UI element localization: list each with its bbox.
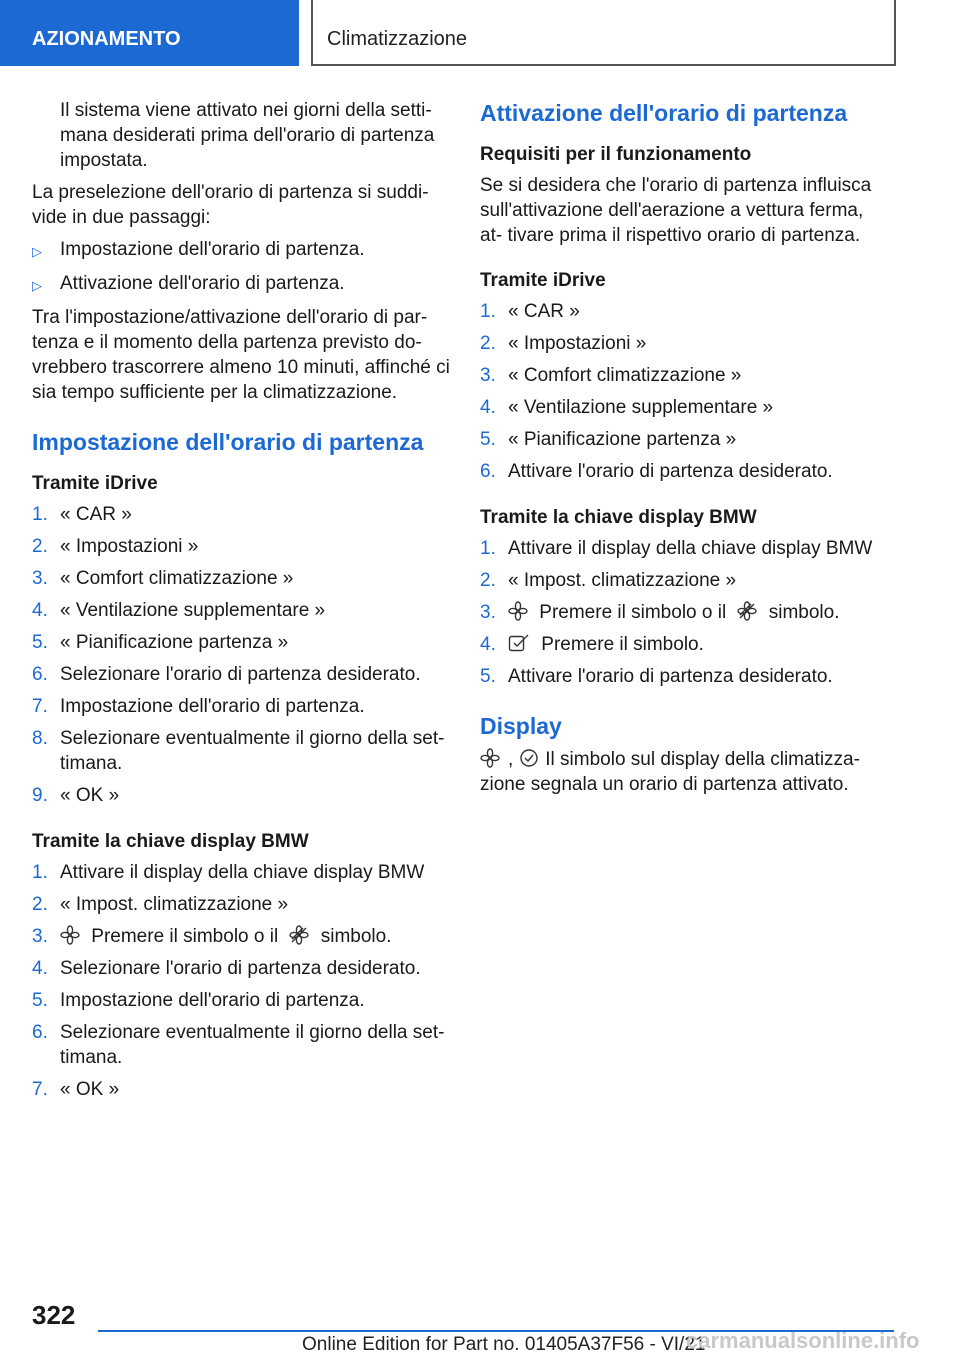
- section-heading: Attivazione dell'orario di partenza: [480, 100, 848, 126]
- step-text: « CAR »: [60, 504, 132, 525]
- list-item: [32, 694, 450, 719]
- step-text: Selezionare eventualmente il giorno della set- timana.: [60, 728, 445, 774]
- step-number: 1.: [480, 301, 496, 322]
- subheading-idrive: Tramite iDrive: [480, 270, 606, 291]
- list-item: [480, 331, 890, 356]
- page-number: 322: [32, 1300, 76, 1330]
- step-number: 1.: [32, 862, 48, 883]
- list-item: [480, 363, 890, 388]
- step-text: Impostazione dell'orario di partenza.: [60, 990, 365, 1011]
- list-item: [480, 427, 890, 452]
- subheading-key: Tramite la chiave display BMW: [480, 507, 757, 528]
- fan-icon: [60, 925, 80, 945]
- list-item: [32, 988, 450, 1013]
- step-bullets: [32, 237, 450, 298]
- step-number: 3.: [32, 568, 48, 589]
- step-text: Attivare il display della chiave display BMW: [60, 862, 425, 883]
- step-text-part: Premere il simbolo o il: [91, 926, 279, 947]
- list-item: [480, 632, 890, 657]
- right-column: [480, 98, 890, 804]
- step-text: « Comfort climatizzazione »: [60, 568, 294, 589]
- step-text: « OK »: [60, 785, 120, 806]
- list-item: [480, 299, 890, 324]
- step-number: 6.: [32, 664, 48, 685]
- display-heading: Display: [480, 713, 562, 739]
- step-number: 9.: [32, 785, 48, 806]
- list-item: [32, 924, 450, 949]
- step-number: 2.: [480, 570, 496, 591]
- step-number: 5.: [480, 429, 496, 450]
- idrive-steps: [480, 299, 890, 484]
- key-steps: [32, 860, 450, 1102]
- step-text: Attivare il display della chiave display BMW: [508, 538, 873, 559]
- bullet-text: Impostazione dell'orario di partenza.: [60, 239, 365, 260]
- step-text: Attivare l'orario di partenza desiderato.: [508, 666, 833, 687]
- triangle-bullet-icon: ▷: [32, 244, 42, 259]
- list-item: [32, 534, 450, 559]
- intro-paragraph: Il sistema viene attivato nei giorni della setti- mana desiderati prima dell'orario di partenza impostata.: [60, 100, 435, 171]
- step-number: 4.: [480, 397, 496, 418]
- watermark: carmanualsonline.info: [686, 1328, 920, 1353]
- section-tab: AZIONAMENTO: [0, 0, 299, 66]
- list-item: [480, 664, 890, 689]
- list-item: [32, 598, 450, 623]
- preselection-paragraph: La preselezione dell'orario di partenza si suddi- vide in due passaggi:: [32, 182, 429, 228]
- list-item: [32, 1077, 450, 1102]
- list-item: [32, 1020, 450, 1070]
- step-text: Selezionare eventualmente il giorno della set- timana.: [60, 1022, 445, 1068]
- step-number: 5.: [32, 990, 48, 1011]
- list-item: [32, 783, 450, 808]
- subheading-requirements: Requisiti per il funzionamento: [480, 144, 752, 165]
- clock-icon: [519, 748, 539, 768]
- fan-icon: [508, 601, 528, 621]
- step-number: 2.: [32, 894, 48, 915]
- step-number: 3.: [32, 926, 48, 947]
- step-number: 4.: [480, 634, 496, 655]
- bullet-text: Attivazione dell'orario di partenza.: [60, 273, 345, 294]
- step-text-part: simbolo.: [320, 926, 392, 947]
- step-text: [508, 600, 840, 625]
- step-number: 7.: [32, 1079, 48, 1100]
- display-paragraph: [480, 747, 890, 797]
- step-number: 1.: [480, 538, 496, 559]
- step-text: « Impost. climatizzazione »: [508, 570, 737, 591]
- step-text: « Comfort climatizzazione »: [508, 365, 742, 386]
- step-number: 3.: [480, 365, 496, 386]
- subheading-key: Tramite la chiave display BMW: [32, 831, 309, 852]
- step-number: 5.: [32, 632, 48, 653]
- step-number: 6.: [32, 1022, 48, 1043]
- fan-off-icon: [289, 925, 309, 945]
- list-item: [32, 662, 450, 687]
- list-item: [480, 568, 890, 593]
- list-item: [480, 536, 890, 561]
- step-text: « Pianificazione partenza »: [60, 632, 289, 653]
- section-heading: Impostazione dell'orario di partenza: [32, 429, 424, 455]
- step-number: 3.: [480, 602, 496, 623]
- step-text-part: Premere il simbolo.: [541, 634, 704, 655]
- display-text: Il simbolo sul display della climatizza- zione segnala un orario di partenza attivato.: [480, 749, 860, 795]
- edition-text: Online Edition for Part no. 01405A37F56 - VI/21: [302, 1334, 706, 1355]
- step-text: [60, 924, 392, 949]
- chapter-title: Climatizzazione: [311, 0, 896, 66]
- list-item: [32, 566, 450, 591]
- step-number: 7.: [32, 696, 48, 717]
- list-item: [32, 956, 450, 981]
- subheading-idrive: Tramite iDrive: [32, 473, 158, 494]
- step-text: Selezionare l'orario di partenza desiderato.: [60, 958, 421, 979]
- list-item: [32, 237, 450, 264]
- separator-comma: ,: [508, 749, 514, 770]
- triangle-bullet-icon: ▷: [32, 278, 42, 293]
- left-column: [32, 98, 450, 1109]
- requirements-paragraph: Se si desidera che l'orario di partenza influisca sull'attivazione dell'aerazione a vettura ferma, at- tivare prima il rispettivo orario di partenza.: [480, 175, 872, 246]
- fan-off-icon: [737, 601, 757, 621]
- list-item: [32, 726, 450, 776]
- list-item: [32, 892, 450, 917]
- step-text: « Impostazioni »: [60, 536, 199, 557]
- step-text: « Ventilazione supplementare »: [60, 600, 326, 621]
- key-steps: [480, 536, 890, 689]
- step-number: 6.: [480, 461, 496, 482]
- step-text: [508, 632, 704, 657]
- timing-paragraph: Tra l'impostazione/attivazione dell'orario di par- tenza e il momento della partenza previsto do- vrebbero trascorrere almeno 10 minuti, affinché ci sia tempo sufficiente per la climatizzazione.: [32, 307, 450, 403]
- list-item: [480, 395, 890, 420]
- step-number: 8.: [32, 728, 48, 749]
- step-number: 2.: [32, 536, 48, 557]
- step-text: « Impostazioni »: [508, 333, 647, 354]
- step-text: « Impost. climatizzazione »: [60, 894, 289, 915]
- step-number: 4.: [32, 958, 48, 979]
- list-item: [480, 459, 890, 484]
- step-number: 1.: [32, 504, 48, 525]
- step-number: 5.: [480, 666, 496, 687]
- step-text-part: Premere il simbolo o il: [539, 602, 727, 623]
- step-text: « OK »: [60, 1079, 120, 1100]
- idrive-steps: [32, 502, 450, 808]
- fan-icon: [480, 748, 500, 768]
- list-item: [32, 860, 450, 885]
- step-text: Selezionare l'orario di partenza desiderato.: [60, 664, 421, 685]
- step-text: « CAR »: [508, 301, 580, 322]
- step-text: Attivare l'orario di partenza desiderato.: [508, 461, 833, 482]
- checkbox-check-icon: [508, 633, 530, 653]
- list-item: [480, 600, 890, 625]
- step-text: « Ventilazione supplementare »: [508, 397, 774, 418]
- step-text: Impostazione dell'orario di partenza.: [60, 696, 365, 717]
- step-text-part: simbolo.: [768, 602, 840, 623]
- list-item: [32, 502, 450, 527]
- list-item: [32, 271, 450, 298]
- step-number: 2.: [480, 333, 496, 354]
- list-item: [32, 630, 450, 655]
- step-number: 4.: [32, 600, 48, 621]
- step-text: « Pianificazione partenza »: [508, 429, 737, 450]
